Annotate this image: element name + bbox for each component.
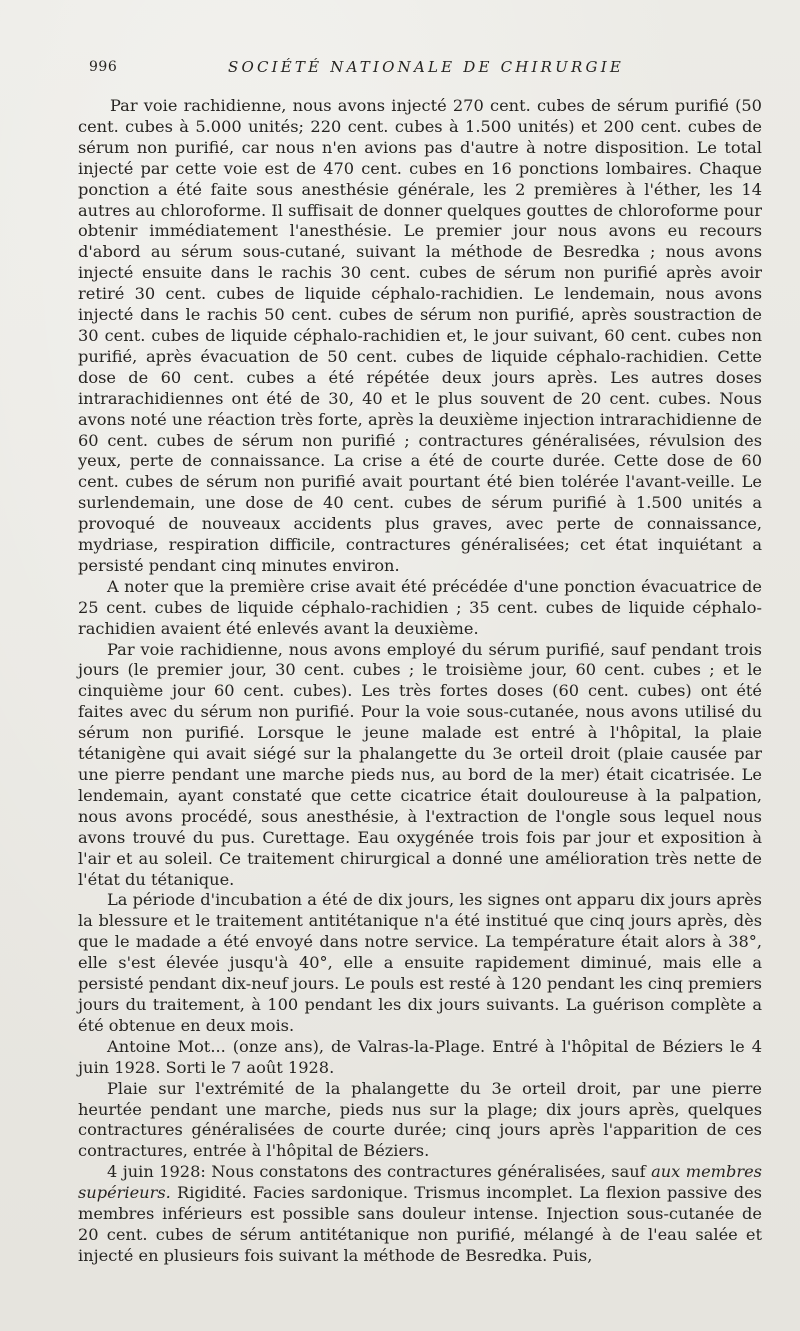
running-head [78,54,762,78]
june-4-italic-text: aux membres supérieurs. [78,1162,762,1203]
article-body [78,96,762,1267]
june-4-text-start: 4 juin 1928: Nous constatons des contractures généralisées, sauf [107,1162,652,1182]
paragraph-first-crisis-note: A noter que la première crise avait été précédée d'une ponction évacuatrice de 25 cent. cubes de liquide céphalo-rachidien ; 35 cent. cubes de liquide céphalo-rachidien avaient été enlevés avant la deuxième. [78,576,762,638]
paragraph-june-4-examination [78,1162,762,1267]
page-number: 996 [89,59,118,75]
paragraph-incubation-period: La période d'incubation a été de dix jours, les signes ont apparu dix jours après la blessure et le traitement antitétanique n'a été institué que cinq jours après, dès que le madade a été envoyé dans notre service. La température était alors à 38°, elle s'est élevée jusqu'à 40°, elle a ensuite rapidement diminué, mais elle a persisté pendant dix-neuf jours. Le pouls est resté à 120 pendant les cinq premiers jours du traitement, à 100 pendant les dix jours suivants. La guérison complète a été obtenue en deux mois. [78,890,762,1035]
paragraph-case-antoine: Antoine Mot... (onze ans), de Valras-la-Plage. Entré à l'hôpital de Béziers le 4 juin 1928. Sorti le 7 août 1928. [78,1036,762,1077]
paragraph-wound-description: Plaie sur l'extrémité de la phalangette du 3e orteil droit, par une pierre heurtée pendant une marche, pieds nus sur la plage; dix jours après, quelques contractures généralisées de courte durée; cinq jours après l'apparition de ces contractures, entrée à l'hôpital de Béziers. [78,1078,762,1161]
paragraph-serum-usage: Par voie rachidienne, nous avons employé du sérum purifié, sauf pendant trois jours (le premier jour, 30 cent. cubes ; le troisième jour, 60 cent. cubes ; et le cinquième jour 60 cent. cubes). Les très fortes doses (60 cent. cubes) ont été faites avec du sérum non purifié. Pour la voie sous-cutanée, nous avons utilisé du sérum non purifié. Lorsque le jeune malade est entré à l'hôpital, la plaie tétanigène qui avait siégé sur la phalangette du 3e orteil droit (plaie causée par une pierre pendant une marche pieds nus, au bord de la mer) était cicatrisée. Le lendemain, ayant constaté que cette cicatrice était douloureuse à la palpation, nous avons procédé, sous anesthésie, à l'extraction de l'ongle sous lequel nous avons trouvé du pus. Curettage. Eau oxygénée trois fois par jour et exposition à l'air et au soleil. Ce traitement chirurgical a donné une amélioration très nette de l'état du tétanique. [78,639,762,889]
june-4-text-end: Rigidité. Facies sardonique. Trismus incomplet. La flexion passive des membres inférieurs est possible sans douleur intense. Injection sous-cutanée de 20 cent. cubes de sérum antitétanique non purifié, mélangé à de l'eau salée et injecté en plusieurs fois suivant la méthode de Besredka. Puis, [78,1183,762,1265]
journal-title: SOCIÉTÉ NATIONALE DE CHIRURGIE [228,58,624,76]
paragraph-rachidian-injections: Par voie rachidienne, nous avons injecté 270 cent. cubes de sérum purifié (50 cent. cubes à 5.000 unités; 220 cent. cubes à 1.500 unités) et 200 cent. cubes de sérum non purifié, car nous n'en avions pas d'autre à notre disposition. Le total injecté par cette voie est de 470 cent. cubes en 16 ponctions lombaires. Chaque ponction a été faite sous anesthésie générale, les 2 premières à l'éther, les 14 autres au chloroforme. Il suffisait de donner quelques gouttes de chloroforme pour obtenir immédiatement l'anesthésie. Le premier jour nous avons eu recours d'abord au sérum sous-cutané, suivant la méthode de Besredka ; nous avons injecté ensuite dans le rachis 30 cent. cubes de sérum non purifié après avoir retiré 30 cent. cubes de liquide céphalo-rachidien. Le lendemain, nous avons injecté dans le rachis 50 cent. cubes de sérum non purifié, après soustraction de 30 cent. cubes de liquide céphalo-rachidien et, le jour suivant, 60 cent. cubes non purifié, après évacuation de 50 cent. cubes de liquide céphalo-rachidien. Cette dose de 60 cent. cubes a été répétée deux jours après. Les autres doses intrarachidiennes ont été de 30, 40 et le plus souvent de 20 cent. cubes. Nous avons noté une réaction très forte, après la deuxième injection intrarachidienne de 60 cent. cubes de sérum non purifié ; contractures généralisées, révulsion des yeux, perte de connaissance. La crise a été de courte durée. Cette dose de 60 cent. cubes de sérum non purifié avait pourtant été bien tolérée l'avant-veille. Le surlendemain, une dose de 40 cent. cubes de sérum purifié à 1.500 unités a provoqué de nouveaux accidents plus graves, avec perte de connaissance, mydriase, respiration difficile, contractures généralisées; cet état inquiétant a persisté pendant cinq minutes environ. [78,96,762,575]
